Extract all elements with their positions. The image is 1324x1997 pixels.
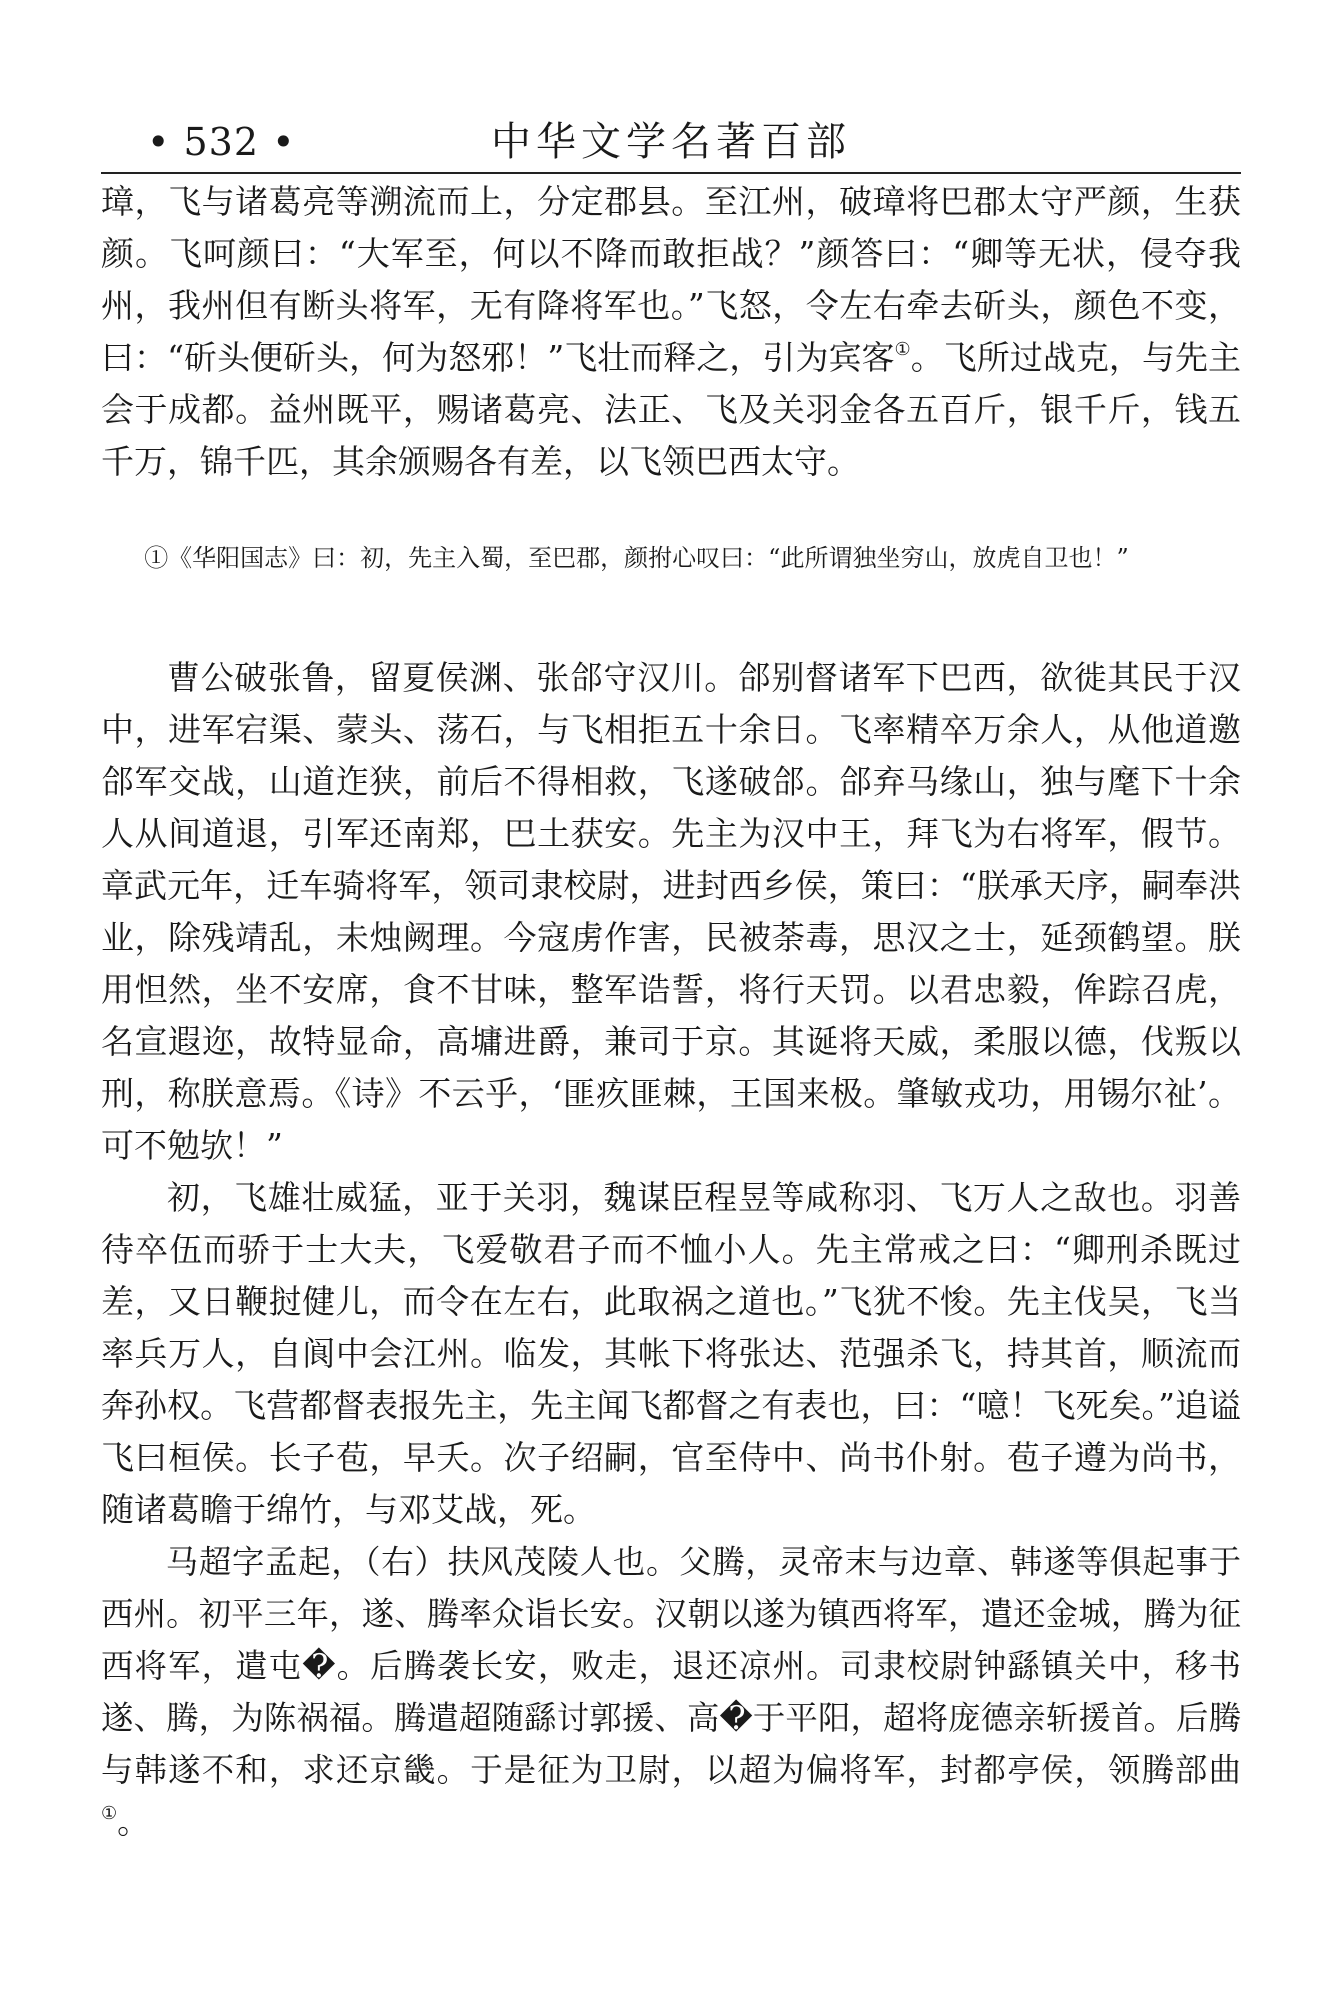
paragraph-text-tail: 。 bbox=[117, 1803, 150, 1841]
paragraph-text: 马超字孟起，（右）扶风茂陵人也。父腾，灵帝末与边章、韩遂等俱起事于西州。初平三年，遂、腾率众诣长安。汉朝以遂为镇西将军，遣还金城，腾为征西将军，遣屯�。后腾袭长安，败走，退还凉州。司隶校尉钟繇镇关中，移书遂、腾，为陈祸福。腾遣超随繇讨郭援、高�于平阳，超将庞德亲斩援首。后腾与韩遂不和，求还京畿。于是征为卫尉，以超为偏将军，封都亭侯，领腾部曲 bbox=[101, 1543, 1241, 1789]
paragraph-fei-xiong-zhuang: 初，飞雄壮威猛，亚于关羽，魏谋臣程昱等咸称羽、飞万人之敌也。羽善待卒伍而骄于士大夫，飞爱敬君子而不恤小人。先主常戒之曰：“卿刑杀既过差，又日鞭挝健儿，而令在左右，此取祸之道也。”飞犹不悛。先主伐吴，飞当率兵万人，自阆中会江州。临发，其帐下将张达、范强杀飞，持其首，顺流而奔孙权。飞营都督表报先主，先主闻飞都督之有表也，曰：“噫！飞死矣。”追谥飞曰桓侯。长子苞，早夭。次子绍嗣，官至侍中、尚书仆射。苞子遵为尚书，随诸葛瞻于绵竹，与邓艾战，死。 bbox=[101, 1178, 1241, 1529]
paragraph-text: 璋，飞与诸葛亮等溯流而上，分定郡县。至江州，破璋将巴郡太守严颜，生获颜。飞呵颜曰：“大军至，何以不降而敢拒战？”颜答曰：“卿等无状，侵夺我州，我州但有断头将军，无有降将军也。”飞怒，令左右牵去斫头，颜色不变，曰：“斫头便斫头，何为怒邪！”飞壮而释之，引为宾客 bbox=[101, 182, 1241, 377]
paragraph-cao-gong: 曹公破张鲁，留夏侯渊、张郃守汉川。郃别督诸军下巴西，欲徙其民于汉中，进军宕渠、蒙头、荡石，与飞相拒五十余日。飞率精卒万余人，从他道邀郃军交战，山道迮狭，前后不得相救，飞遂破郃。郃弃马缘山，独与麾下十余人从间道退，引军还南郑，巴土获安。先主为汉中王，拜飞为右将军，假节。章武元年，迁车骑将军，领司隶校尉，进封西乡侯，策曰：“朕承天序，嗣奉洪业，除残靖乱，未烛阙理。今寇虏作害，民被荼毒，思汉之士，延颈鹤望。朕用怛然，坐不安席，食不甘味，整军诰誓，将行天罚。以君忠毅，侔踪召虎，名宣遐迩，故特显命，高墉进爵，兼司于京。其诞将天威，柔服以德，伐叛以刑，称朕意焉。《诗》不云乎，‘匪疚匪棘，王国来极。肇敏戎功，用锡尔祉’。可不勉欤！” bbox=[101, 658, 1241, 1165]
text-block-main bbox=[101, 652, 1241, 1848]
footnote-marker: ① bbox=[101, 1803, 118, 1824]
paragraph-ma-chao bbox=[101, 1536, 1241, 1848]
paragraph-text-tail: 。飞所过战克，与先主会于成都。益州既平，赐诸葛亮、法正、飞及关羽金各五百斤，银千斤，钱五千万，锦千匹，其余颁赐各有差，以飞领巴西太守。 bbox=[101, 338, 1242, 481]
header-rule bbox=[101, 172, 1241, 174]
paragraph-zhang-fei-yan-yan bbox=[101, 176, 1241, 488]
book-title: 中华文学名著百部 bbox=[491, 119, 851, 165]
footnote-marker: ① bbox=[894, 339, 911, 360]
running-header bbox=[101, 112, 1241, 172]
page-number: • 532 • bbox=[147, 120, 296, 164]
text-block-top bbox=[101, 176, 1241, 488]
footnote: ①《华阳国志》曰：初，先主入蜀，至巴郡，颜拊心叹曰：“此所谓独坐穷山，放虎自卫也！” bbox=[144, 544, 1129, 572]
